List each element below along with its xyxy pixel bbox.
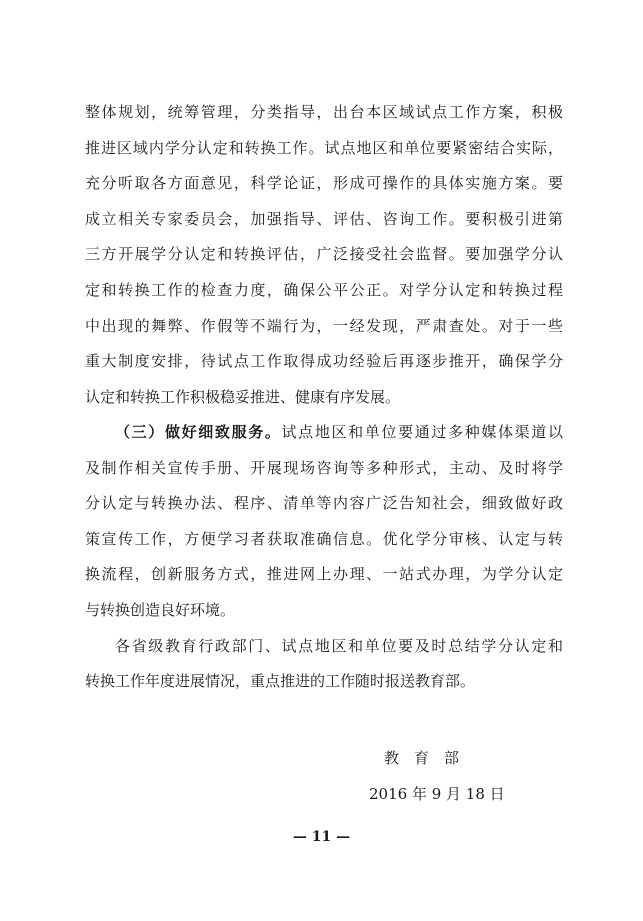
issue-date: 2016 年 9 月 18 日 (369, 785, 505, 803)
body-line: 充分听取各方面意见，科学论证，形成可操作的具体实施方案。要 (85, 174, 563, 192)
body-line: 推进区域内学分认定和转换工作。试点地区和单位要紧密结合实际， (85, 139, 563, 157)
body-line: 三方开展学分认定和转换评估，广泛接受社会监督。要加强学分认 (85, 245, 563, 263)
body-line: 整体规划，统筹管理，分类指导，出台本区域试点工作方案，积极 (85, 103, 563, 121)
issuing-organization: 教 育 部 (384, 749, 460, 767)
page-number: — 11 — (292, 829, 351, 845)
body-line: 认定和转换工作积极稳妥推进、健康有序发展。 (85, 388, 401, 406)
body-line: 重大制度安排，待试点工作取得成功经验后再逐步推开，确保学分 (85, 352, 563, 370)
body-line: 与转换创造良好环境。 (85, 601, 236, 619)
body-line: 定和转换工作的检查力度，确保公平公正。对学分认定和转换过程 (85, 281, 563, 299)
body-line: 成立相关专家委员会，加强指导、评估、咨询工作。要积极引进第 (85, 210, 563, 228)
body-line: 换流程，创新服务方式，推进网上办理、一站式办理，为学分认定 (85, 565, 563, 583)
section-first-line (115, 422, 563, 442)
body-line: 策宣传工作，方便学习者获取准确信息。优化学分审核、认定与转 (85, 530, 563, 548)
section-text: 试点地区和单位要通过多种媒体渠道以 (281, 423, 563, 441)
section-heading: （三）做好细致服务。 (115, 423, 282, 441)
body-line: 各省级教育行政部门、试点地区和单位要及时总结学分认定和 (115, 637, 563, 655)
body-line: 及制作相关宣传手册、开展现场咨询等多种形式，主动、及时将学 (85, 459, 563, 477)
body-line: 中出现的舞弊、作假等不端行为，一经发现，严肃查处。对于一些 (85, 317, 563, 335)
body-line: 分认定与转换办法、程序、清单等内容广泛告知社会，细致做好政 (85, 494, 563, 512)
body-line: 转换工作年度进展情况，重点推进的工作随时报送教育部。 (85, 672, 476, 690)
